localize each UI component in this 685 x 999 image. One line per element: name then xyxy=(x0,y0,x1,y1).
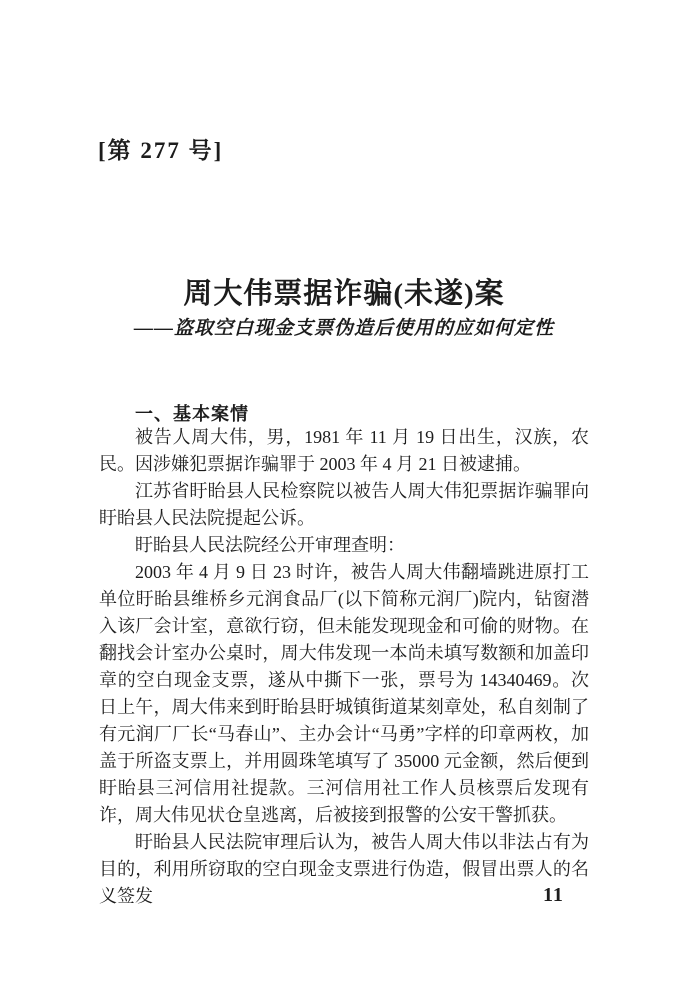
case-title: 周大伟票据诈骗(未遂)案 xyxy=(183,278,505,310)
body-text xyxy=(99,424,589,910)
paragraph-prosecution: 江苏省盱眙县人民检察院以被告人周大伟犯票据诈骗罪向盱眙县人民法院提起公诉。 xyxy=(99,481,589,528)
page-number: 11 xyxy=(543,884,564,906)
section-heading-basic-facts: 一、基本案情 xyxy=(135,404,249,424)
paragraph-defendant-info: 被告人周大伟，男，1981 年 11 月 19 日出生，汉族，农民。因涉嫌犯票据诈骗罪于 2003 年 4 月 21 日被逮捕。 xyxy=(99,427,589,474)
paragraph-court-finding-intro: 盱眙县人民法院经公开审理查明： xyxy=(135,535,405,555)
paragraph-case-facts: 2003 年 4 月 9 日 23 时许，被告人周大伟翻墙跳进原打工单位盱眙县维桥乡元润食品厂(以下简称元润厂)院内，钻窗潜入该厂会计室，意欲行窃，但未能发现现金和可偷的财物。在翻找会计室办公桌时，周大伟发现一本尚未填写数额和加盖印章的空白现金支票，遂从中撕下一张，票号为 14340469。次日上午，周大伟来到盱眙县盱城镇街道某刻章处，私自刻制了有元润厂厂长“马春山”、主办会计“马勇”字样的印章两枚，加盖于所盗支票上，并用圆珠笔填写了 35000 元金额，然后便到盱眙县三河信用社提款。三河信用社工作人员核票后发现有诈，周大伟见状仓皇逃离，后被接到报警的公安干警抓获。 xyxy=(99,562,589,825)
case-subtitle: ——盗取空白现金支票伪造后使用的应如何定性 xyxy=(133,318,554,339)
case-number-label: [第 277 号] xyxy=(98,138,224,163)
paragraph-court-opinion: 盱眙县人民法院审理后认为，被告人周大伟以非法占有为目的，利用所窃取的空白现金支票进行伪造，假冒出票人的名义签发 xyxy=(99,832,589,906)
